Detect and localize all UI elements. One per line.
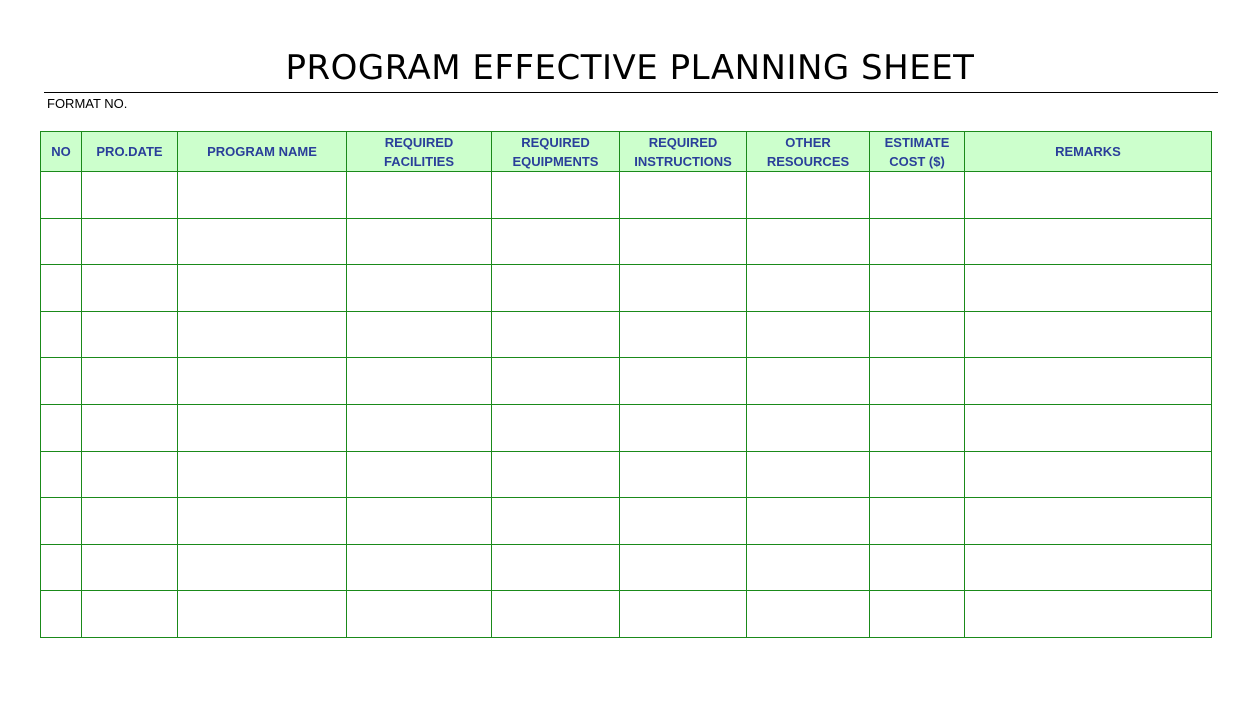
header-required-facilities: REQUIRED FACILITIES (347, 132, 492, 172)
cell-no[interactable] (41, 172, 82, 219)
cell-pro-date[interactable] (82, 591, 178, 638)
cell-remarks[interactable] (965, 172, 1212, 219)
cell-required-equipments[interactable] (492, 172, 620, 219)
cell-other-resources[interactable] (747, 265, 870, 312)
cell-other-resources[interactable] (747, 311, 870, 358)
cell-estimate-cost[interactable] (870, 451, 965, 498)
cell-required-instructions[interactable] (620, 498, 747, 545)
cell-estimate-cost[interactable] (870, 358, 965, 405)
cell-required-facilities[interactable] (347, 544, 492, 591)
page-title: PROGRAM EFFECTIVE PLANNING SHEET (285, 48, 975, 88)
cell-remarks[interactable] (965, 404, 1212, 451)
cell-required-facilities[interactable] (347, 172, 492, 219)
cell-required-equipments[interactable] (492, 218, 620, 265)
table-row (41, 265, 1212, 312)
table-row (41, 311, 1212, 358)
cell-required-instructions[interactable] (620, 404, 747, 451)
cell-pro-date[interactable] (82, 544, 178, 591)
table-row (41, 591, 1212, 638)
cell-pro-date[interactable] (82, 311, 178, 358)
cell-program-name[interactable] (178, 544, 347, 591)
cell-required-equipments[interactable] (492, 451, 620, 498)
cell-required-equipments[interactable] (492, 404, 620, 451)
cell-pro-date[interactable] (82, 451, 178, 498)
cell-no[interactable] (41, 544, 82, 591)
cell-estimate-cost[interactable] (870, 218, 965, 265)
cell-no[interactable] (41, 404, 82, 451)
cell-required-equipments[interactable] (492, 544, 620, 591)
cell-required-equipments[interactable] (492, 591, 620, 638)
cell-required-facilities[interactable] (347, 451, 492, 498)
cell-remarks[interactable] (965, 311, 1212, 358)
header-required-instructions: REQUIRED INSTRUCTIONS (620, 132, 747, 172)
cell-required-instructions[interactable] (620, 172, 747, 219)
cell-required-equipments[interactable] (492, 311, 620, 358)
cell-required-instructions[interactable] (620, 591, 747, 638)
cell-remarks[interactable] (965, 265, 1212, 312)
cell-pro-date[interactable] (82, 172, 178, 219)
header-estimate-cost: ESTIMATE COST ($) (870, 132, 965, 172)
cell-required-facilities[interactable] (347, 404, 492, 451)
table-row (41, 172, 1212, 219)
cell-no[interactable] (41, 591, 82, 638)
cell-required-facilities[interactable] (347, 498, 492, 545)
header-other-resources: OTHER RESOURCES (747, 132, 870, 172)
cell-program-name[interactable] (178, 498, 347, 545)
cell-required-facilities[interactable] (347, 265, 492, 312)
cell-program-name[interactable] (178, 404, 347, 451)
table-row (41, 544, 1212, 591)
cell-required-facilities[interactable] (347, 358, 492, 405)
cell-remarks[interactable] (965, 498, 1212, 545)
cell-required-equipments[interactable] (492, 265, 620, 312)
cell-no[interactable] (41, 265, 82, 312)
cell-pro-date[interactable] (82, 404, 178, 451)
cell-pro-date[interactable] (82, 498, 178, 545)
header-program-name: PROGRAM NAME (178, 132, 347, 172)
header-no: NO (41, 132, 82, 172)
cell-required-equipments[interactable] (492, 358, 620, 405)
cell-other-resources[interactable] (747, 544, 870, 591)
table-row (41, 218, 1212, 265)
header-pro-date: PRO.DATE (82, 132, 178, 172)
cell-other-resources[interactable] (747, 172, 870, 219)
cell-remarks[interactable] (965, 591, 1212, 638)
table-row (41, 358, 1212, 405)
header-required-equipments: REQUIRED EQUIPMENTS (492, 132, 620, 172)
cell-other-resources[interactable] (747, 498, 870, 545)
cell-program-name[interactable] (178, 591, 347, 638)
table-row (41, 404, 1212, 451)
cell-no[interactable] (41, 358, 82, 405)
cell-pro-date[interactable] (82, 218, 178, 265)
cell-program-name[interactable] (178, 172, 347, 219)
cell-other-resources[interactable] (747, 218, 870, 265)
cell-other-resources[interactable] (747, 404, 870, 451)
cell-other-resources[interactable] (747, 591, 870, 638)
header-row (41, 132, 1212, 172)
cell-estimate-cost[interactable] (870, 265, 965, 312)
cell-required-instructions[interactable] (620, 544, 747, 591)
cell-no[interactable] (41, 218, 82, 265)
cell-pro-date[interactable] (82, 265, 178, 312)
cell-program-name[interactable] (178, 218, 347, 265)
cell-estimate-cost[interactable] (870, 498, 965, 545)
format-number-label: FORMAT NO. (47, 96, 128, 111)
cell-remarks[interactable] (965, 451, 1212, 498)
cell-remarks[interactable] (965, 218, 1212, 265)
cell-estimate-cost[interactable] (870, 591, 965, 638)
table-row (41, 498, 1212, 545)
cell-required-instructions[interactable] (620, 311, 747, 358)
cell-program-name[interactable] (178, 358, 347, 405)
cell-estimate-cost[interactable] (870, 172, 965, 219)
cell-no[interactable] (41, 498, 82, 545)
cell-estimate-cost[interactable] (870, 404, 965, 451)
cell-estimate-cost[interactable] (870, 544, 965, 591)
cell-remarks[interactable] (965, 358, 1212, 405)
cell-required-facilities[interactable] (347, 591, 492, 638)
cell-program-name[interactable] (178, 265, 347, 312)
title-divider (44, 92, 1218, 93)
planning-table (40, 131, 1212, 638)
cell-required-instructions[interactable] (620, 265, 747, 312)
cell-other-resources[interactable] (747, 358, 870, 405)
cell-required-instructions[interactable] (620, 451, 747, 498)
cell-remarks[interactable] (965, 544, 1212, 591)
cell-no[interactable] (41, 311, 82, 358)
cell-no[interactable] (41, 451, 82, 498)
cell-required-instructions[interactable] (620, 358, 747, 405)
cell-other-resources[interactable] (747, 451, 870, 498)
cell-required-facilities[interactable] (347, 311, 492, 358)
table-row (41, 451, 1212, 498)
cell-pro-date[interactable] (82, 358, 178, 405)
header-remarks: REMARKS (965, 132, 1212, 172)
cell-required-instructions[interactable] (620, 218, 747, 265)
cell-program-name[interactable] (178, 311, 347, 358)
table-body (41, 172, 1212, 638)
cell-estimate-cost[interactable] (870, 311, 965, 358)
cell-program-name[interactable] (178, 451, 347, 498)
cell-required-facilities[interactable] (347, 218, 492, 265)
cell-required-equipments[interactable] (492, 498, 620, 545)
